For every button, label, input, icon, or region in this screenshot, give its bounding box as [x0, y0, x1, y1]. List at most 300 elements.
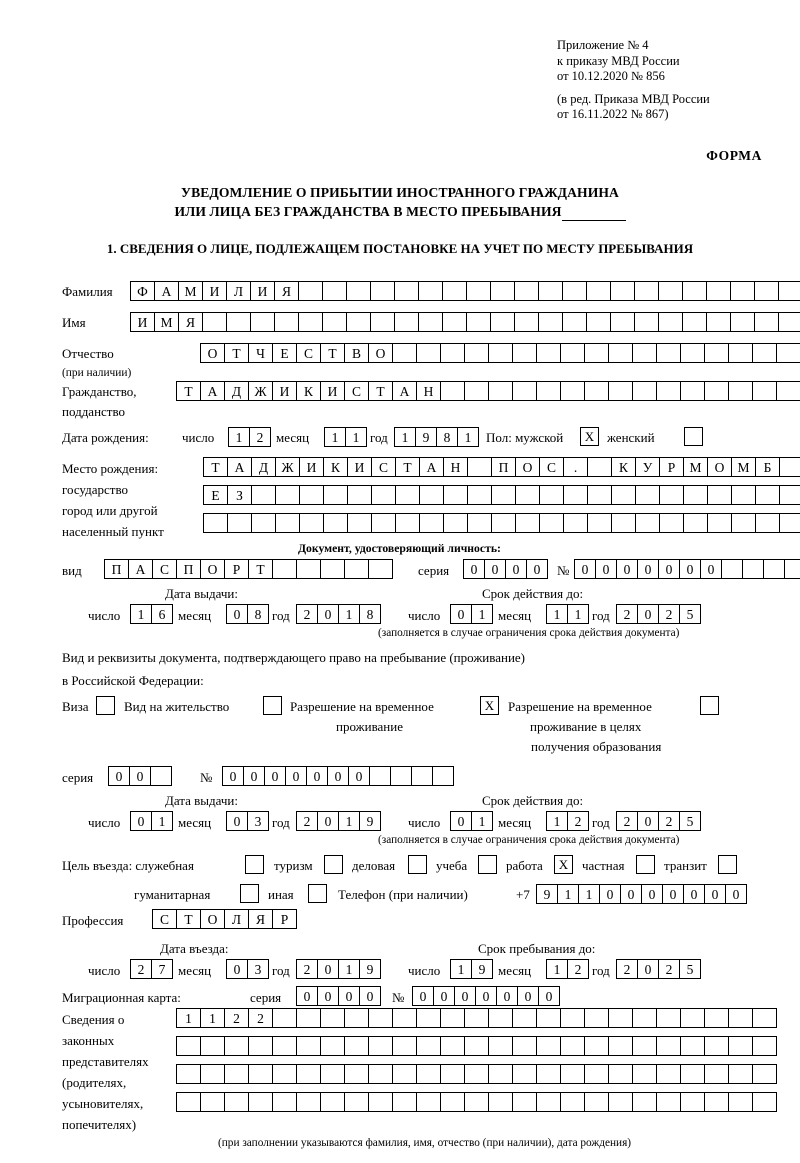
form-cell[interactable] [562, 281, 587, 301]
form-cell[interactable] [490, 281, 515, 301]
purpose-business-checkbox[interactable] [408, 855, 427, 874]
form-cell[interactable] [368, 1008, 393, 1028]
form-cell[interactable]: 0 [226, 811, 248, 831]
form-cell[interactable]: 0 [285, 766, 307, 786]
form-cell[interactable] [704, 1008, 729, 1028]
doc-issue-year-cells[interactable] [296, 604, 380, 624]
form-cell[interactable] [512, 343, 537, 363]
form-cell[interactable] [346, 312, 371, 332]
form-cell[interactable]: 0 [679, 559, 701, 579]
form-cell[interactable] [584, 381, 609, 401]
form-cell[interactable] [320, 559, 345, 579]
form-cell[interactable]: 1 [324, 427, 346, 447]
form-cell[interactable]: Е [203, 485, 228, 505]
form-cell[interactable] [200, 1036, 225, 1056]
form-cell[interactable]: 0 [338, 986, 360, 1006]
form-cell[interactable] [742, 559, 764, 579]
form-cell[interactable] [563, 513, 588, 533]
form-cell[interactable]: С [296, 343, 321, 363]
form-cell[interactable]: 0 [222, 766, 244, 786]
form-cell[interactable] [323, 513, 348, 533]
form-cell[interactable]: 5 [679, 959, 701, 979]
form-cell[interactable] [682, 312, 707, 332]
form-cell[interactable] [488, 381, 513, 401]
doc-number-cells[interactable] [574, 559, 800, 579]
form-cell[interactable] [467, 457, 492, 477]
form-cell[interactable] [226, 312, 251, 332]
form-cell[interactable]: 0 [317, 811, 339, 831]
form-cell[interactable]: Я [274, 281, 299, 301]
form-cell[interactable] [488, 1092, 513, 1112]
form-cell[interactable] [466, 312, 491, 332]
form-cell[interactable]: 0 [306, 766, 328, 786]
form-cell[interactable] [320, 1036, 345, 1056]
form-cell[interactable]: Т [368, 381, 393, 401]
form-cell[interactable]: 0 [637, 604, 659, 624]
form-cell[interactable] [299, 513, 324, 533]
form-cell[interactable]: 1 [151, 811, 173, 831]
form-cell[interactable] [658, 312, 683, 332]
form-cell[interactable]: 0 [700, 559, 722, 579]
form-cell[interactable] [752, 1092, 777, 1112]
form-cell[interactable]: 0 [683, 884, 705, 904]
form-cell[interactable] [248, 1064, 273, 1084]
form-cell[interactable] [392, 1008, 417, 1028]
form-cell[interactable] [584, 343, 609, 363]
form-cell[interactable] [659, 485, 684, 505]
form-cell[interactable] [299, 485, 324, 505]
form-cell[interactable]: Т [248, 559, 273, 579]
form-cell[interactable] [176, 1036, 201, 1056]
form-cell[interactable]: А [154, 281, 179, 301]
form-cell[interactable] [488, 1036, 513, 1056]
form-cell[interactable] [344, 559, 369, 579]
form-cell[interactable] [488, 1064, 513, 1084]
form-cell[interactable]: Ж [248, 381, 273, 401]
form-cell[interactable] [464, 1008, 489, 1028]
form-cell[interactable] [563, 485, 588, 505]
form-cell[interactable] [394, 281, 419, 301]
permit-valid-month-cells[interactable] [546, 811, 588, 831]
form-cell[interactable] [346, 281, 371, 301]
form-cell[interactable] [296, 1008, 321, 1028]
temp-residence-checkbox[interactable]: Х [480, 696, 499, 715]
form-cell[interactable] [680, 1092, 705, 1112]
permit-series-cells[interactable] [108, 766, 171, 786]
form-cell[interactable] [656, 1064, 681, 1084]
form-cell[interactable] [248, 1036, 273, 1056]
form-cell[interactable] [610, 281, 635, 301]
form-cell[interactable]: 1 [578, 884, 600, 904]
form-cell[interactable] [418, 281, 443, 301]
doc-valid-day-cells[interactable] [450, 604, 492, 624]
form-cell[interactable] [416, 1064, 441, 1084]
stay-year-cells[interactable] [616, 959, 700, 979]
form-cell[interactable] [392, 1064, 417, 1084]
form-cell[interactable] [731, 485, 756, 505]
form-cell[interactable]: 3 [247, 811, 269, 831]
form-cell[interactable] [586, 281, 611, 301]
form-cell[interactable]: 0 [129, 766, 151, 786]
form-cell[interactable] [320, 1092, 345, 1112]
form-cell[interactable]: 0 [433, 986, 455, 1006]
form-cell[interactable]: 9 [359, 811, 381, 831]
form-cell[interactable]: 0 [450, 604, 472, 624]
form-cell[interactable] [371, 513, 396, 533]
form-cell[interactable] [248, 1092, 273, 1112]
form-cell[interactable] [536, 1008, 561, 1028]
stay-month-cells[interactable] [546, 959, 588, 979]
form-cell[interactable] [611, 513, 636, 533]
form-cell[interactable]: 2 [616, 959, 638, 979]
form-cell[interactable] [392, 343, 417, 363]
form-cell[interactable] [150, 766, 172, 786]
form-cell[interactable]: 1 [567, 604, 589, 624]
form-cell[interactable] [536, 1092, 561, 1112]
form-cell[interactable]: 0 [526, 559, 548, 579]
form-cell[interactable]: 0 [641, 884, 663, 904]
edu-residence-checkbox[interactable] [700, 696, 719, 715]
form-cell[interactable]: 6 [151, 604, 173, 624]
form-cell[interactable]: 1 [471, 604, 493, 624]
form-cell[interactable]: 2 [296, 604, 318, 624]
form-cell[interactable]: С [344, 381, 369, 401]
form-cell[interactable] [443, 513, 468, 533]
form-cell[interactable]: 1 [338, 604, 360, 624]
form-cell[interactable] [755, 513, 780, 533]
form-cell[interactable] [491, 485, 516, 505]
form-cell[interactable] [275, 485, 300, 505]
form-cell[interactable] [683, 485, 708, 505]
form-cell[interactable] [344, 1064, 369, 1084]
form-cell[interactable] [755, 485, 780, 505]
purpose-study-checkbox[interactable] [478, 855, 497, 874]
citizenship-cells[interactable] [176, 381, 800, 401]
form-cell[interactable] [390, 766, 412, 786]
form-cell[interactable]: 0 [130, 811, 152, 831]
form-cell[interactable] [778, 312, 800, 332]
form-cell[interactable]: О [515, 457, 540, 477]
form-cell[interactable] [320, 1008, 345, 1028]
form-cell[interactable]: 0 [327, 766, 349, 786]
form-cell[interactable] [322, 281, 347, 301]
form-cell[interactable]: 5 [679, 604, 701, 624]
form-cell[interactable]: 1 [394, 427, 416, 447]
form-cell[interactable] [611, 485, 636, 505]
form-cell[interactable] [464, 343, 489, 363]
permit-valid-year-cells[interactable] [616, 811, 700, 831]
form-cell[interactable] [680, 381, 705, 401]
form-cell[interactable]: 0 [348, 766, 370, 786]
form-cell[interactable] [250, 312, 275, 332]
form-cell[interactable]: 1 [546, 604, 568, 624]
form-cell[interactable] [608, 343, 633, 363]
form-cell[interactable]: 0 [296, 986, 318, 1006]
form-cell[interactable] [587, 485, 612, 505]
form-cell[interactable] [752, 1036, 777, 1056]
form-cell[interactable]: М [154, 312, 179, 332]
sex-female-checkbox[interactable] [684, 427, 703, 446]
form-cell[interactable] [176, 1092, 201, 1112]
legal-rep-row-2[interactable] [176, 1036, 776, 1056]
form-cell[interactable] [416, 1092, 441, 1112]
form-cell[interactable]: 0 [484, 559, 506, 579]
form-cell[interactable] [296, 559, 321, 579]
form-cell[interactable]: 9 [536, 884, 558, 904]
form-cell[interactable] [443, 485, 468, 505]
form-cell[interactable]: М [683, 457, 708, 477]
permit-issue-day-cells[interactable] [130, 811, 172, 831]
form-cell[interactable]: П [104, 559, 129, 579]
form-cell[interactable] [536, 1064, 561, 1084]
form-cell[interactable] [200, 1064, 225, 1084]
form-cell[interactable]: Н [443, 457, 468, 477]
form-cell[interactable]: К [296, 381, 321, 401]
form-cell[interactable]: 1 [557, 884, 579, 904]
form-cell[interactable] [608, 1036, 633, 1056]
form-cell[interactable]: М [178, 281, 203, 301]
form-cell[interactable] [203, 513, 228, 533]
form-cell[interactable] [608, 381, 633, 401]
form-cell[interactable]: Р [272, 909, 297, 929]
form-cell[interactable] [347, 513, 372, 533]
form-cell[interactable]: М [731, 457, 756, 477]
purpose-work-checkbox[interactable]: Х [554, 855, 573, 874]
form-cell[interactable] [730, 312, 755, 332]
doc-issue-month-cells[interactable] [226, 604, 268, 624]
migration-series-cells[interactable] [296, 986, 380, 1006]
form-cell[interactable] [251, 513, 276, 533]
form-cell[interactable] [707, 513, 732, 533]
form-cell[interactable] [656, 1092, 681, 1112]
form-cell[interactable] [635, 485, 660, 505]
purpose-service-checkbox[interactable] [245, 855, 264, 874]
form-cell[interactable]: 0 [616, 559, 638, 579]
form-cell[interactable]: 0 [637, 959, 659, 979]
form-cell[interactable] [464, 381, 489, 401]
legal-rep-row-4[interactable] [176, 1092, 776, 1112]
form-cell[interactable] [584, 1008, 609, 1028]
form-cell[interactable] [704, 381, 729, 401]
form-cell[interactable] [440, 381, 465, 401]
form-cell[interactable]: 8 [359, 604, 381, 624]
form-cell[interactable] [224, 1092, 249, 1112]
form-cell[interactable] [370, 281, 395, 301]
form-cell[interactable] [584, 1036, 609, 1056]
form-cell[interactable]: 0 [475, 986, 497, 1006]
birth-day-cells[interactable] [228, 427, 270, 447]
form-cell[interactable]: 1 [457, 427, 479, 447]
form-cell[interactable] [704, 343, 729, 363]
form-cell[interactable] [514, 281, 539, 301]
form-cell[interactable]: О [200, 559, 225, 579]
form-cell[interactable]: 2 [658, 604, 680, 624]
form-cell[interactable]: 0 [317, 959, 339, 979]
entry-day-cells[interactable] [130, 959, 172, 979]
form-cell[interactable]: 2 [616, 604, 638, 624]
form-cell[interactable] [298, 281, 323, 301]
form-cell[interactable] [634, 312, 659, 332]
form-cell[interactable] [464, 1036, 489, 1056]
form-cell[interactable]: А [227, 457, 252, 477]
form-cell[interactable]: 0 [704, 884, 726, 904]
form-cell[interactable] [416, 1008, 441, 1028]
form-cell[interactable] [560, 1008, 585, 1028]
form-cell[interactable] [515, 513, 540, 533]
purpose-humanitarian-checkbox[interactable] [240, 884, 259, 903]
form-cell[interactable]: . [563, 457, 588, 477]
form-cell[interactable] [728, 343, 753, 363]
form-cell[interactable]: 2 [616, 811, 638, 831]
form-cell[interactable] [728, 381, 753, 401]
form-cell[interactable]: И [250, 281, 275, 301]
form-cell[interactable] [752, 1008, 777, 1028]
form-cell[interactable] [275, 513, 300, 533]
purpose-tourism-checkbox[interactable] [324, 855, 343, 874]
form-cell[interactable]: 0 [450, 811, 472, 831]
form-cell[interactable] [296, 1036, 321, 1056]
form-cell[interactable] [587, 513, 612, 533]
form-cell[interactable]: И [202, 281, 227, 301]
form-cell[interactable]: 2 [658, 811, 680, 831]
form-cell[interactable] [704, 1064, 729, 1084]
form-cell[interactable] [632, 343, 657, 363]
form-cell[interactable] [512, 1008, 537, 1028]
form-cell[interactable] [632, 381, 657, 401]
birthplace-city-cells[interactable] [203, 485, 800, 505]
form-cell[interactable] [728, 1008, 753, 1028]
form-cell[interactable] [370, 312, 395, 332]
form-cell[interactable] [368, 1036, 393, 1056]
form-cell[interactable] [512, 1036, 537, 1056]
birth-month-cells[interactable] [324, 427, 366, 447]
form-cell[interactable] [730, 281, 755, 301]
form-cell[interactable] [560, 1092, 585, 1112]
form-cell[interactable] [515, 485, 540, 505]
form-cell[interactable] [656, 381, 681, 401]
form-cell[interactable]: 0 [359, 986, 381, 1006]
form-cell[interactable] [392, 1036, 417, 1056]
form-cell[interactable]: А [200, 381, 225, 401]
form-cell[interactable]: О [200, 343, 225, 363]
form-cell[interactable] [776, 343, 800, 363]
form-cell[interactable] [344, 1008, 369, 1028]
form-cell[interactable]: 1 [176, 1008, 201, 1028]
form-cell[interactable] [539, 485, 564, 505]
form-cell[interactable]: 0 [538, 986, 560, 1006]
permit-issue-year-cells[interactable] [296, 811, 380, 831]
form-cell[interactable]: 2 [224, 1008, 249, 1028]
form-cell[interactable] [779, 457, 800, 477]
form-cell[interactable] [227, 513, 252, 533]
form-cell[interactable] [752, 381, 777, 401]
form-cell[interactable] [779, 485, 800, 505]
form-cell[interactable] [296, 1092, 321, 1112]
form-cell[interactable]: 2 [567, 811, 589, 831]
form-cell[interactable] [322, 312, 347, 332]
form-cell[interactable]: 1 [345, 427, 367, 447]
form-cell[interactable] [176, 1064, 201, 1084]
stay-day-cells[interactable] [450, 959, 492, 979]
form-cell[interactable]: И [347, 457, 372, 477]
form-cell[interactable] [763, 559, 785, 579]
form-cell[interactable] [369, 766, 391, 786]
form-cell[interactable]: 1 [471, 811, 493, 831]
form-cell[interactable]: Д [251, 457, 276, 477]
form-cell[interactable] [728, 1092, 753, 1112]
form-cell[interactable]: 0 [658, 559, 680, 579]
form-cell[interactable]: О [200, 909, 225, 929]
form-cell[interactable]: 8 [436, 427, 458, 447]
form-cell[interactable]: Ч [248, 343, 273, 363]
form-cell[interactable]: 9 [359, 959, 381, 979]
form-cell[interactable]: Я [178, 312, 203, 332]
form-cell[interactable]: 0 [264, 766, 286, 786]
doc-type-cells[interactable] [104, 559, 392, 579]
profession-cells[interactable] [152, 909, 296, 929]
form-cell[interactable] [490, 312, 515, 332]
form-cell[interactable] [368, 1092, 393, 1112]
form-cell[interactable]: П [491, 457, 516, 477]
visa-checkbox[interactable] [96, 696, 115, 715]
form-cell[interactable]: Е [272, 343, 297, 363]
form-cell[interactable]: 0 [108, 766, 130, 786]
form-cell[interactable]: 0 [620, 884, 642, 904]
form-cell[interactable] [416, 343, 441, 363]
form-cell[interactable] [584, 1092, 609, 1112]
form-cell[interactable]: Т [176, 909, 201, 929]
form-cell[interactable]: 0 [454, 986, 476, 1006]
form-cell[interactable]: 0 [317, 986, 339, 1006]
doc-valid-month-cells[interactable] [546, 604, 588, 624]
form-cell[interactable] [728, 1036, 753, 1056]
form-cell[interactable] [394, 312, 419, 332]
form-cell[interactable] [392, 1092, 417, 1112]
form-cell[interactable] [488, 343, 513, 363]
form-cell[interactable] [442, 281, 467, 301]
form-cell[interactable]: И [299, 457, 324, 477]
form-cell[interactable] [562, 312, 587, 332]
form-cell[interactable]: 2 [249, 427, 271, 447]
form-cell[interactable] [721, 559, 743, 579]
form-cell[interactable] [371, 485, 396, 505]
form-cell[interactable] [272, 1064, 297, 1084]
doc-valid-year-cells[interactable] [616, 604, 700, 624]
form-cell[interactable] [784, 559, 800, 579]
form-cell[interactable] [536, 1036, 561, 1056]
form-cell[interactable] [251, 485, 276, 505]
purpose-transit-checkbox[interactable] [718, 855, 737, 874]
form-cell[interactable] [320, 1064, 345, 1084]
form-cell[interactable]: 0 [725, 884, 747, 904]
form-cell[interactable]: С [152, 909, 177, 929]
form-cell[interactable]: О [707, 457, 732, 477]
form-cell[interactable] [464, 1092, 489, 1112]
patronymic-cells[interactable] [200, 343, 800, 363]
birth-year-cells[interactable] [394, 427, 478, 447]
form-cell[interactable]: 0 [637, 559, 659, 579]
form-cell[interactable] [411, 766, 433, 786]
form-cell[interactable] [272, 1036, 297, 1056]
form-cell[interactable]: 1 [546, 959, 568, 979]
form-cell[interactable]: У [635, 457, 660, 477]
form-cell[interactable] [632, 1036, 657, 1056]
name-cells[interactable] [130, 312, 800, 332]
form-cell[interactable]: Р [659, 457, 684, 477]
form-cell[interactable] [418, 312, 443, 332]
form-cell[interactable]: 0 [595, 559, 617, 579]
form-cell[interactable]: Л [226, 281, 251, 301]
